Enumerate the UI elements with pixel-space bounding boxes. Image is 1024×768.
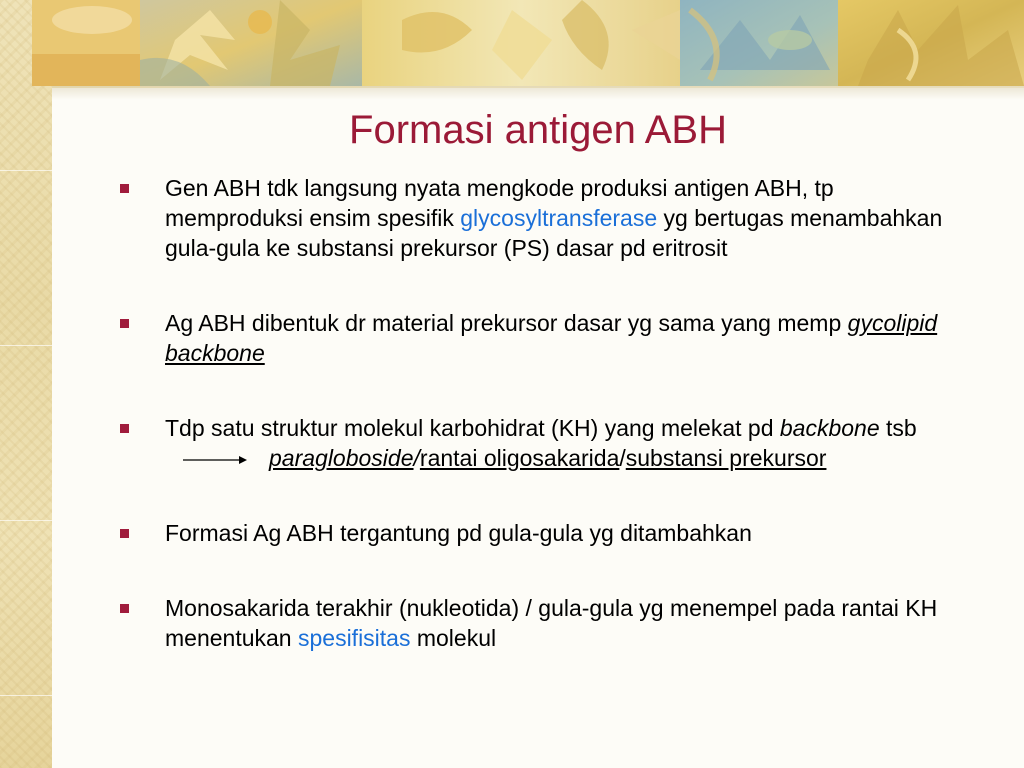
underlined-term: rantai oligosakarida	[419, 445, 620, 471]
bullet-text: Ag ABH dibentuk dr material prekursor dasar yg sama yang memp gycolipid backbone	[165, 310, 938, 366]
left-decorative-strip	[0, 0, 52, 768]
square-bullet-icon	[120, 319, 129, 328]
bullet-text: Gen ABH tdk langsung nyata mengkode produksi antigen ABH, tp memproduksi ensim spesifik glycosyltransferase yg bertugas menambahkan gula-gula ke substansi prekursor (PS) dasar pd eritrosit	[165, 175, 943, 261]
leaf-tile-5	[838, 0, 1024, 86]
leaf-tile-2	[140, 0, 362, 86]
highlighted-term: spesifisitas	[297, 625, 411, 651]
highlighted-term: glycosyltransferase	[460, 205, 658, 231]
square-bullet-icon	[120, 184, 129, 193]
bullet-text: Formasi Ag ABH tergantung pd gula-gula yg ditambahkan	[165, 520, 752, 546]
bullet-item	[112, 308, 972, 368]
arrow-right-icon	[183, 454, 249, 466]
square-bullet-icon	[120, 604, 129, 613]
emphasized-term: paragloboside	[269, 445, 414, 471]
emphasized-term: gycolipid backbone	[165, 310, 938, 366]
bullet-item	[112, 518, 972, 548]
bullet-text: Monosakarida terakhir (nukleotida) / gula-gula yg menempel pada rantai KH menentukan spesifisitas molekul	[165, 595, 938, 651]
leaf-tile-3	[362, 0, 680, 86]
bullet-item	[112, 593, 972, 653]
leaf-tile-1	[32, 0, 140, 86]
band-shadow	[52, 86, 1024, 100]
leaf-tile-4	[680, 0, 838, 86]
bullet-item	[112, 173, 972, 263]
bullet-item	[112, 413, 972, 473]
square-bullet-icon	[120, 529, 129, 538]
bullet-list	[112, 173, 972, 698]
bullet-text: Tdp satu struktur molekul karbohidrat (KH) yang melekat pd backbone tsb paragloboside/rantai oligosakarida/substansi prekursor	[165, 415, 917, 471]
emphasized-term: backbone	[779, 415, 880, 441]
square-bullet-icon	[120, 424, 129, 433]
slide-title: Formasi antigen ABH	[349, 108, 727, 152]
underlined-term: substansi prekursor	[625, 445, 827, 471]
